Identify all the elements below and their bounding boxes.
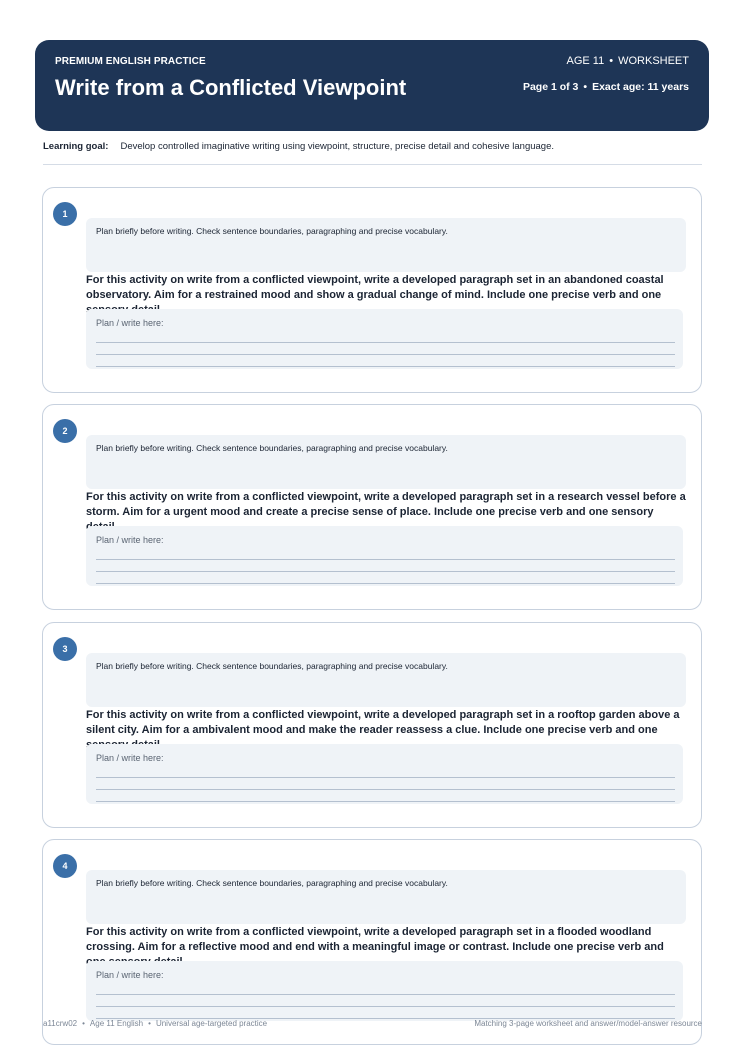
hint-text: Plan briefly before writing. Check sentence boundaries, paragraphing and precise vocabulary.: [96, 661, 448, 671]
question-number: 3: [53, 637, 77, 661]
answer-area[interactable]: [86, 526, 683, 586]
writing-line: [96, 366, 675, 367]
separator: •: [609, 55, 614, 67]
question-prompt: For this activity on write from a conflicted viewpoint, write a developed paragraph set in an abandoned coastal observatory. Aim for a restrained mood and show a gradual change of mind. Include one precise verb and one: [86, 274, 664, 301]
learning-goal-text: Develop controlled imaginative writing using viewpoint, structure, precise detail and cohesive language.: [120, 141, 555, 152]
writing-line: [96, 354, 675, 355]
hint-box: [86, 653, 686, 707]
learning-goal: [43, 141, 702, 152]
writing-line: [96, 571, 675, 572]
question-number: 4: [53, 854, 77, 878]
question-card: [42, 622, 702, 828]
header-meta: [567, 55, 689, 67]
hint-box: [86, 218, 686, 272]
hint-box: [86, 435, 686, 489]
hint-text: Plan briefly before writing. Check sentence boundaries, paragraphing and precise vocabulary.: [96, 226, 448, 236]
writing-line: [96, 777, 675, 778]
hint-text: Plan briefly before writing. Check sentence boundaries, paragraphing and precise vocabulary.: [96, 443, 448, 453]
writing-line: [96, 342, 675, 343]
hint-text: Plan briefly before writing. Check sentence boundaries, paragraphing and precise vocabulary.: [96, 878, 448, 888]
exact-age: Exact age: 11 years: [592, 81, 689, 93]
writing-line: [96, 559, 675, 560]
question-card: [42, 404, 702, 610]
answer-label: Plan / write here:: [96, 318, 164, 328]
page-title: Write from a Conflicted Viewpoint: [55, 75, 407, 100]
answer-area[interactable]: [86, 309, 683, 369]
answer-label: Plan / write here:: [96, 753, 164, 763]
footer-left: [43, 1019, 267, 1028]
writing-line: [96, 1006, 675, 1007]
question-card: [42, 839, 702, 1045]
answer-label: Plan / write here:: [96, 970, 164, 980]
question-prompt: For this activity on write from a conflicted viewpoint, write a developed paragraph set in a rooftop garden above a silent city. Aim for a ambivalent mood and make the reader reassess a clue. Include one precise verb and one: [86, 709, 680, 736]
footer-right: Matching 3-page worksheet and answer/model-answer resource: [474, 1019, 702, 1028]
writing-line: [96, 789, 675, 790]
question-number: 2: [53, 419, 77, 443]
worksheet-header: [35, 40, 709, 131]
learning-goal-label: Learning goal:: [43, 141, 109, 152]
page-number: Page 1 of 3: [522, 81, 579, 93]
footer-subject: Age 11 English: [89, 1019, 144, 1028]
separator: •: [82, 1019, 85, 1028]
question-prompt: For this activity on write from a conflicted viewpoint, write a developed paragraph set in a flooded woodland crossing. Aim for a reflective mood and end with a meaningful image or contrast. Include one precise verb and: [86, 926, 664, 953]
age-level: AGE 11: [566, 55, 605, 67]
hint-box: [86, 870, 686, 924]
page-info: [523, 81, 689, 93]
separator: •: [583, 81, 588, 93]
answer-area[interactable]: [86, 744, 683, 804]
answer-label: Plan / write here:: [96, 535, 164, 545]
worksheet-type: WORKSHEET: [618, 55, 689, 67]
answer-area[interactable]: [86, 961, 683, 1021]
separator: •: [148, 1019, 151, 1028]
header-eyebrow: PREMIUM ENGLISH PRACTICE: [55, 56, 206, 67]
writing-line: [96, 583, 675, 584]
footer-tagline: Universal age-targeted practice: [155, 1019, 268, 1028]
divider: [43, 164, 702, 165]
writing-line: [96, 994, 675, 995]
question-card: [42, 187, 702, 393]
question-prompt: For this activity on write from a conflicted viewpoint, write a developed paragraph set in a research vessel before a storm. Aim for a urgent mood and create a precise sense of place. Include one precise verb and one sensory: [86, 491, 686, 518]
question-number: 1: [53, 202, 77, 226]
writing-line: [96, 801, 675, 802]
resource-code: a11crw02: [43, 1019, 78, 1028]
